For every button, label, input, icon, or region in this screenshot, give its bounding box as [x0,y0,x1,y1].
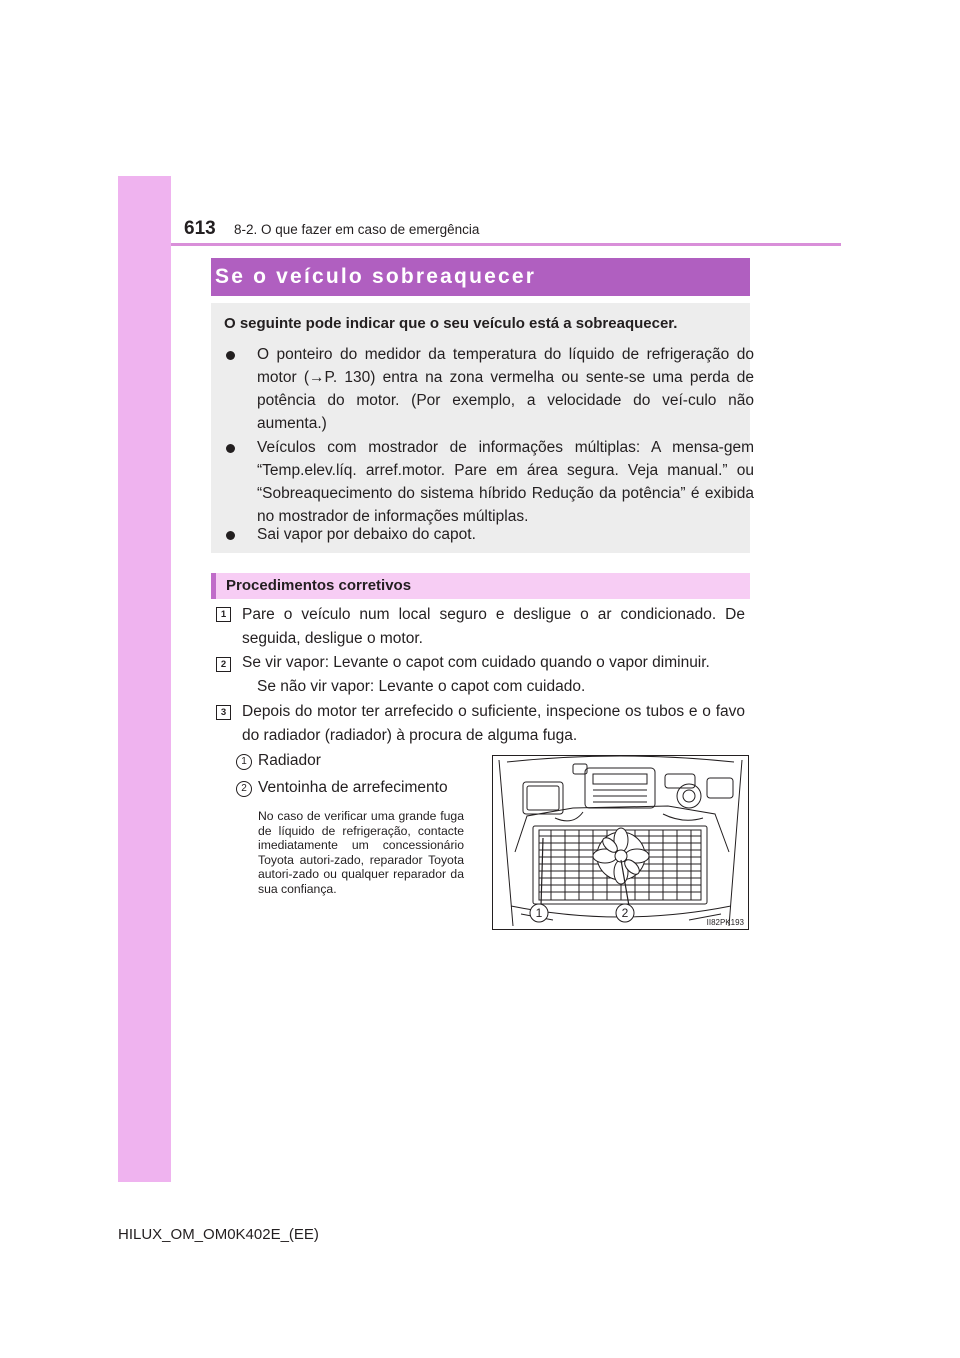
figure-code: II82PK193 [706,918,744,927]
section-title: Se o veículo sobreaquecer [215,265,537,288]
step-number-badge: 1 [216,607,231,622]
bullet-dot-icon [226,444,235,453]
document-footer: HILUX_OM_OM0K402E_(EE) [118,1226,319,1243]
legend-number: 2 [236,781,252,797]
step-text: Depois do motor ter arrefecido o suficiente, inspecione os tubos e o favo do radiador (radiador) à procura de alguma fuga. [242,703,745,744]
page-number: 613 [184,218,216,239]
note-text: No caso de verificar uma grande fuga de líquido de refrigeração, contacte imediatamente um concessionário Toyota autori-zado, reparador Toyota autori-zado ou qualquer reparador da sua confiança. [258,809,464,896]
step-number-badge: 2 [216,657,231,672]
chapter-heading: 8-2. O que fazer em caso de emergência [234,222,480,237]
step-number-badge: 3 [216,705,231,720]
procedures-title-bar [211,573,750,599]
step-text-line: Se vir vapor: Levante o capot com cuidado quando o vapor diminuir. [242,654,710,671]
procedures-title: Procedimentos corretivos [226,577,412,594]
section-title-bar [211,258,750,296]
info-lead: O seguinte pode indicar que o seu veículo está a sobreaquecer. [224,315,678,332]
legend-label: Ventoinha de arrefecimento [258,779,448,796]
bullet-text: O ponteiro do medidor da temperatura do líquido de refrigeração do motor (→P. 130) entra na zona vermelha ou sente-se uma perda de potência do motor. (Por exemplo, a velocidade do veí-culo não aumenta.) [257,346,754,432]
engine-bay-illustration [493,756,748,929]
warning-signs-box [211,303,754,553]
engine-bay-figure [492,755,749,930]
legend-label: Radiador [258,752,321,769]
bullet-dot-icon [226,351,235,360]
figure-callout: 1 [535,906,543,920]
legend-number: 1 [236,754,252,770]
step-text [242,651,745,699]
chapter-sidebar-tab [118,176,171,1182]
header-divider [171,243,841,246]
figure-callout: 2 [621,906,629,920]
step-text-line: Se não vir vapor: Levante o capot com cuidado. [257,678,586,695]
bullet-text: Sai vapor por debaixo do capot. [257,526,476,543]
step-text: Pare o veículo num local seguro e desligue o ar condicionado. De seguida, desligue o motor. [242,606,745,647]
bullet-text: Veículos com mostrador de informações múltiplas: A mensa-gem “Temp.elev.líq. arref.motor. Pare em área segura. Veja manual.” ou “Sobreaquecimento do sistema híbrido Redução da potência” é exibida no mostrador de informações múltiplas. [257,439,754,525]
bullet-dot-icon [226,531,235,540]
